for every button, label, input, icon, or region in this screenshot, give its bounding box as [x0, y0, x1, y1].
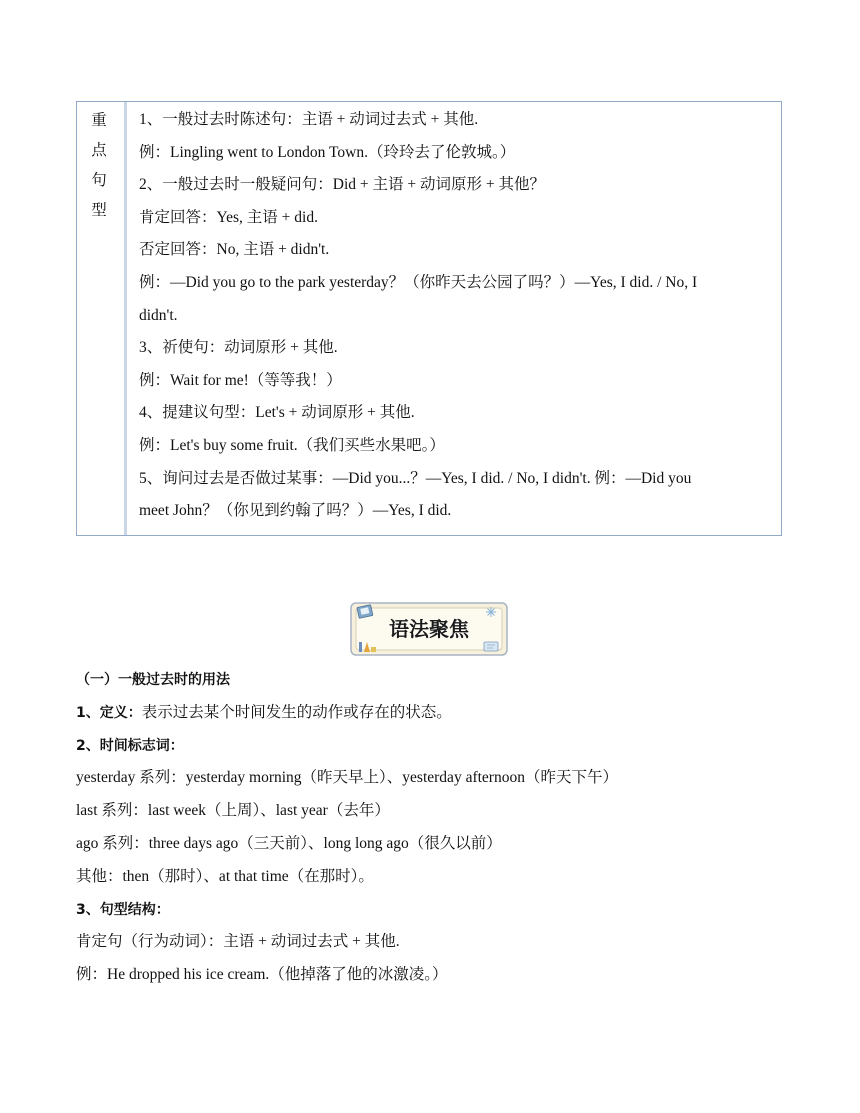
table-line: 4、提建议句型：Let's + 动词原形 + 其他. [139, 404, 415, 422]
table-line: 例：Lingling went to London Town.（玲玲去了伦敦城。） [139, 143, 516, 161]
banner-label: 语法聚焦 [389, 617, 469, 641]
table-title-cell [77, 102, 127, 535]
table-line: didn't. [139, 306, 178, 324]
table-line: meet John？（你见到约翰了吗？）—Yes, I did. [139, 502, 452, 520]
snowflake-icon [486, 607, 496, 617]
table-line: 否定回答：No, 主语 + didn't. [139, 241, 330, 259]
table-content-cell [139, 104, 769, 528]
time-word-line: yesterday 系列：yesterday morning（昨天早上）、yesterday afternoon（昨天下午） [76, 769, 618, 787]
title-char: 句 [91, 172, 107, 189]
title-char: 型 [91, 202, 107, 219]
time-words-label: 2、时间标志词： [76, 737, 184, 754]
table-line: 例：—Did you go to the park yesterday？（你昨天去公园了吗？）—Yes, I did. / No, I [139, 273, 698, 291]
definition-label: 1、定义： [76, 704, 142, 721]
key-sentences-table [76, 101, 782, 536]
definition-line [76, 697, 776, 730]
structure-line: 例：He dropped his ice cream.（他掉落了他的冰激凌。） [76, 966, 448, 984]
title-char: 重 [91, 112, 107, 129]
book-icon [357, 605, 373, 619]
table-line: 5、询问过去是否做过某事：—Did you...？—Yes, I did. / No, I didn't. 例：—Did you [139, 469, 692, 487]
screen-icon [484, 642, 498, 651]
grammar-focus-banner [350, 602, 508, 656]
table-line: 例：Wait for me!（等等我！） [139, 371, 342, 389]
table-line: 1、一般过去时陈述句：主语 + 动词过去式 + 其他. [139, 111, 479, 128]
table-line: 肯定回答：Yes, 主语 + did. [139, 208, 318, 226]
table-title [89, 106, 109, 226]
structure-line: 肯定句（行为动词）：主语 + 动词过去式 + 其他. [76, 933, 400, 951]
structure-label: 3、句型结构： [76, 901, 170, 918]
time-word-line: last 系列：last week（上周）、last year（去年） [76, 802, 390, 820]
grammar-section [76, 664, 776, 992]
table-line: 例：Let's buy some fruit.（我们买些水果吧。） [139, 436, 445, 454]
title-char: 点 [91, 142, 107, 159]
time-word-line: ago 系列：three days ago（三天前）、long long ago（很久以前） [76, 834, 502, 852]
definition-text: 表示过去某个时间发生的动作或存在的状态。 [141, 703, 452, 721]
section-heading: （一）一般过去时的用法 [76, 672, 230, 688]
table-line: 2、一般过去时一般疑问句：Did + 主语 + 动词原形 + 其他？ [139, 176, 545, 194]
time-word-line: 其他：then（那时）、at that time（在那时）。 [76, 867, 374, 885]
table-line: 3、祈使句：动词原形 + 其他. [139, 339, 338, 357]
